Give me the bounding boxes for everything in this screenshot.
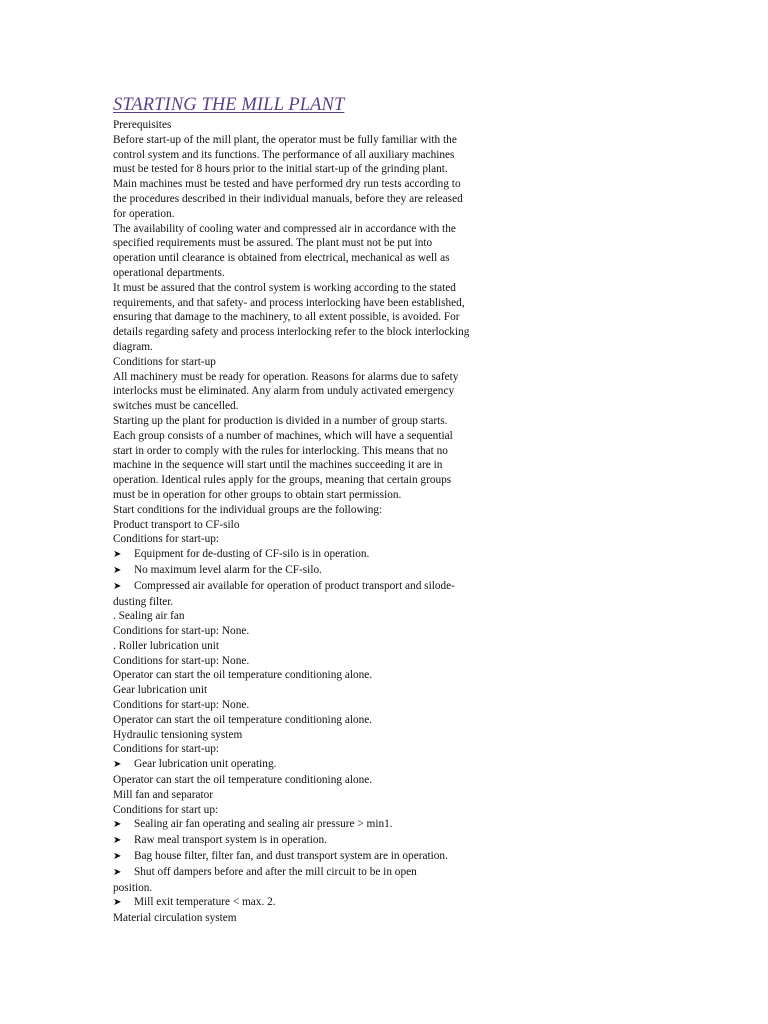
bullet-item — [113, 757, 513, 773]
text-line: Start conditions for the individual groups are the following: — [113, 503, 383, 516]
arrow-bullet-icon: ➤ — [113, 897, 122, 909]
text-line: requirements, and that safety- and process interlocking have been established, — [113, 296, 465, 309]
bullet-text: Raw meal transport system is in operation. — [134, 834, 327, 847]
arrow-bullet-icon: ➤ — [113, 819, 122, 831]
bullet-text: Bag house filter, filter fan, and dust transport system are in operation. — [134, 850, 448, 863]
text-line: The availability of cooling water and compressed air in accordance with the — [113, 222, 456, 235]
text-line: diagram. — [113, 340, 153, 353]
bullet-text: No maximum level alarm for the CF-silo. — [134, 563, 322, 576]
text-line: control system and its functions. The performance of all auxiliary machines — [113, 148, 455, 161]
text-line: All machinery must be ready for operation. Reasons for alarms due to safety — [113, 370, 459, 383]
text-line: Prerequisites — [113, 119, 172, 131]
text-line: Mill fan and separator — [113, 788, 214, 801]
text-line: dusting filter. — [113, 595, 174, 608]
text-line: Hydraulic tensioning system — [113, 728, 243, 741]
text-line: operation until clearance is obtained from electrical, mechanical as well as — [113, 252, 450, 265]
text-line: Conditions for start-up: None. — [113, 625, 250, 638]
arrow-bullet-icon: ➤ — [113, 835, 122, 847]
text-line: . Roller lubrication unit — [113, 639, 220, 652]
text-line: Each group consists of a number of machines, which will have a sequential — [113, 429, 453, 442]
document-title: STARTING THE MILL PLANT — [113, 95, 345, 115]
arrow-bullet-icon: ➤ — [113, 851, 122, 863]
arrow-bullet-icon: ➤ — [113, 866, 122, 878]
arrow-bullet-icon: ➤ — [113, 580, 122, 592]
arrow-bullet-icon: ➤ — [113, 549, 122, 561]
text-line: Conditions for start-up: — [113, 743, 220, 756]
text-line: position. — [113, 881, 153, 894]
bullet-text: Compressed air available for operation of product transport and silode- — [134, 579, 455, 592]
text-line: Before start-up of the mill plant, the operator must be fully familiar with the — [113, 133, 457, 146]
text-line: . Sealing air fan — [113, 610, 185, 623]
bullet-item — [113, 563, 513, 579]
bullet-item — [113, 865, 513, 881]
text-line: Starting up the plant for production is divided in a number of group starts. — [113, 414, 448, 427]
text-line: ensuring that damage to the machinery, to all extent possible, is avoided. For — [113, 311, 460, 324]
text-line: Conditions for start-up: — [113, 533, 220, 546]
bullet-item — [113, 817, 513, 833]
document-body — [113, 95, 513, 926]
bullet-item — [113, 579, 513, 595]
text-line: machine in the sequence will start until the machines succeeding it are in — [113, 459, 443, 472]
text-line: switches must be cancelled. — [113, 400, 239, 413]
bullet-item — [113, 547, 513, 563]
bullet-text: Mill exit temperature < max. 2. — [134, 896, 276, 909]
bullet-text: Gear lubrication unit operating. — [134, 758, 277, 771]
text-line: Conditions for start-up: None. — [113, 699, 250, 712]
bullet-text: Sealing air fan operating and sealing air pressure > min1. — [134, 818, 393, 831]
bullet-item — [113, 849, 513, 865]
bullet-item — [113, 895, 513, 911]
text-line: Gear lubrication unit — [113, 684, 208, 697]
text-line: Conditions for start-up: None. — [113, 654, 250, 667]
text-line: operational departments. — [113, 266, 225, 279]
text-line: interlocks must be eliminated. Any alarm from unduly activated emergency — [113, 385, 455, 398]
text-line: operation. Identical rules apply for the groups, meaning that certain groups — [113, 474, 452, 487]
arrow-bullet-icon: ➤ — [113, 564, 122, 576]
text-line: Material circulation system — [113, 912, 237, 925]
text-line: details regarding safety and process interlocking refer to the block interlocking — [113, 326, 470, 339]
text-line: start in order to comply with the rules for interlocking. This means that no — [113, 444, 448, 457]
text-line: must be in operation for other groups to obtain start permission. — [113, 488, 402, 501]
text-line: for operation. — [113, 207, 175, 220]
text-line: Operator can start the oil temperature conditioning alone. — [113, 713, 373, 726]
text-line: Conditions for start-up — [113, 355, 216, 368]
text-line: Conditions for start up: — [113, 803, 219, 816]
arrow-bullet-icon: ➤ — [113, 759, 122, 771]
bullet-text: Equipment for de-dusting of CF-silo is in operation. — [134, 548, 370, 561]
text-line: Operator can start the oil temperature conditioning alone. — [113, 669, 373, 682]
text-line: It must be assured that the control system is working according to the stated — [113, 281, 456, 294]
text-line: specified requirements must be assured. The plant must not be put into — [113, 237, 433, 250]
bullet-item — [113, 833, 513, 849]
bullet-text: Shut off dampers before and after the mill circuit to be in open — [134, 865, 417, 878]
text-line: the procedures described in their individual manuals, before they are released — [113, 192, 463, 205]
text-line: Main machines must be tested and have performed dry run tests according to — [113, 178, 461, 191]
text-line: must be tested for 8 hours prior to the initial start-up of the grinding plant. — [113, 163, 448, 176]
text-line: Product transport to CF-silo — [113, 518, 240, 531]
text-line: Operator can start the oil temperature conditioning alone. — [113, 774, 373, 787]
